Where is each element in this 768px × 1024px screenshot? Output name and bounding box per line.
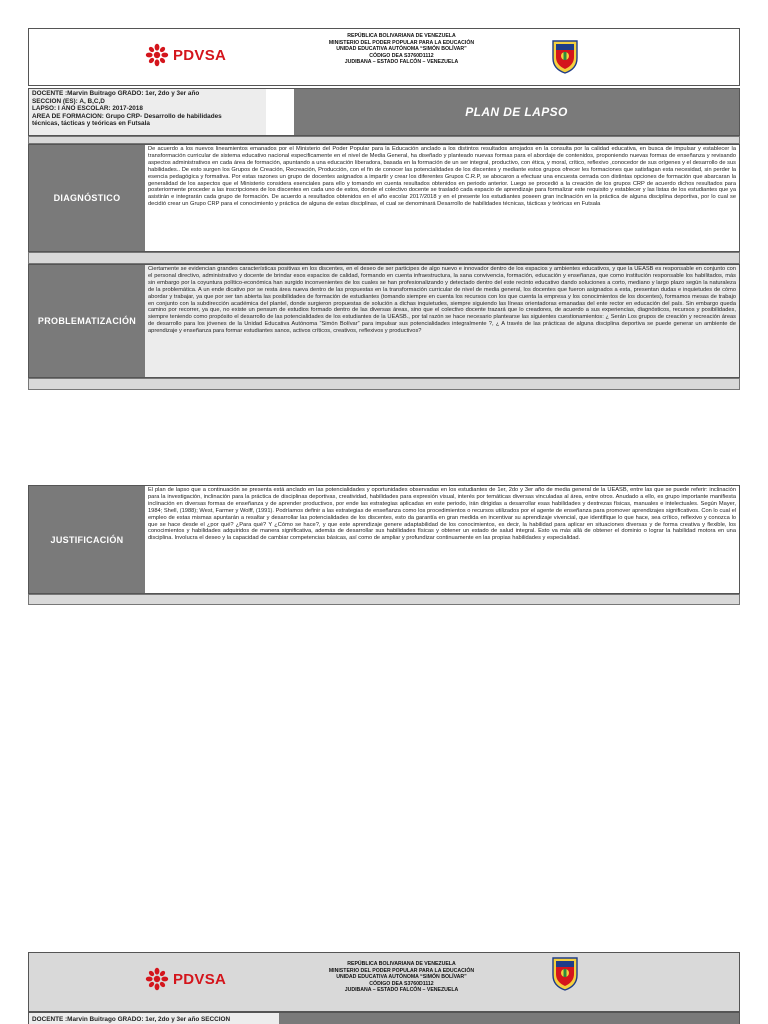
institution-line: UNIDAD EDUCATIVA AUTÓNOMA “SIMÓN BOLÍVAR” xyxy=(336,974,467,981)
separator-strip xyxy=(28,378,740,390)
diagnostico-label: DIAGNÓSTICO xyxy=(29,145,145,251)
separator-strip xyxy=(28,594,740,605)
teacher-info-line: DOCENTE :Marvin Buitrago GRADO: 1er, 2do y 3er año xyxy=(32,90,200,97)
institution-line: MINISTERIO DEL PODER POPULAR PARA LA EDUCACIÓN xyxy=(328,39,475,46)
school-crest-icon xyxy=(551,955,579,991)
problematizacion-label: PROBLEMATIZACIÓN xyxy=(29,265,145,377)
justificacion-section xyxy=(28,485,740,594)
problematizacion-text: Ciertamente se evidencian grandes características positivas en los discentes, en el deseo de ser participes de algo nuevo e innovador dentro de los espacios y ambientes educativos, y que la UEASB es responsable en conjunto con el personal directivo, administrativo y docente de brindar esos espacios de calidad, formando en cuenta infraestructura, la sana convivencia, formación, educación y enseñanza, que como institución responsable los habilitados, más sin embargo por la coyuntura político-económica han surgido inconvenientes de los cuales se han profesionalizando y detectado dentro del este recinto educativo dando soluciones a corto, mediano y largo plazo según la naturaleza de la problemática. A un ende dicativo por se resta área nueva dentro de las propuestas en la transformación curricular de nivel de media general, los docentes que fueron asignados a esta, presentan dudas e inquietudes de cómo abordar y trabajar, ya que por ser tan abierta las posibilidades de formación de estudiantes (tomando siempre en cuenta los recursos con los que cuenta la empresa y los conocimientos de los docentes), formamos mesas de trabajo en conjunto con la subdirección académica del plantel, donde surgieron propuestas de solución a dichas inquietudes, siempre siguiendo las líneas orientadoras emanadas del ente rector en educación del país. Sin embargo queda camino por recorrer, ya que, no existe un pensum de estudios formado dentro de las diversas áreas, sino que el colectivo docente trazará que lo creadores, de acuerdo a sus experiencias, diagnósticos, recursos y posibilidades, siempre teniendo como propósito el desarrollo de las potencialidades de los estudiantes de la UEASB., por tal razón se hace necesario plantearse las siguientes cuestionamientos: ¿ Serán Los grupos de creación y recreación áreas de desarrollo para los jóvenes de la Unidad Educativa Autónoma “Simón Bolívar” para impulsar sus potencialidades integralmente ?, ¿ A través de las prácticas de alguna disciplina deportiva se puede generar un ambiente de aprendizaje y enseñanza para formar estudiantes sanos, activos críticos, creativos, reflexivos y productivos? xyxy=(145,265,739,377)
pdvsa-sun-icon xyxy=(145,967,169,991)
next-page-info-row xyxy=(28,1012,740,1024)
diagnostico-section xyxy=(28,144,740,252)
institution-line: CÓDIGO DEA S3760D1112 xyxy=(369,980,434,987)
separator-strip xyxy=(28,136,740,144)
institution-line: JUDIBANA – ESTADO FALCÓN – VENEZUELA xyxy=(344,59,459,66)
header-box xyxy=(28,28,740,86)
school-crest-icon xyxy=(551,38,579,74)
institution-line: MINISTERIO DEL PODER POPULAR PARA LA EDUCACIÓN xyxy=(328,967,475,974)
next-page-header-box xyxy=(28,952,740,1012)
institution-heading xyxy=(279,961,524,994)
teacher-info-line: SECCION (ES): A, B,C,D xyxy=(32,97,105,105)
pdvsa-logo-text: PDVSA xyxy=(173,46,227,64)
teacher-info xyxy=(29,89,266,135)
next-page-title-cell xyxy=(279,1013,739,1024)
justificacion-label: JUSTIFICACIÓN xyxy=(29,486,145,593)
separator-strip xyxy=(28,252,740,264)
teacher-info-line: AREA DE FORMACION: Grupo CRP- Desarrollo de habilidades xyxy=(32,112,222,120)
info-spacer xyxy=(266,89,294,135)
institution-line: JUDIBANA – ESTADO FALCÓN – VENEZUELA xyxy=(344,987,459,994)
institution-line: REPÚBLICA BOLIVARIANA DE VENEZUELA xyxy=(347,33,456,39)
pdvsa-sun-icon xyxy=(145,43,169,67)
institution-line: REPÚBLICA BOLIVARIANA DE VENEZUELA xyxy=(347,961,456,967)
diagnostico-text: De acuerdo a los nuevos lineamientos emanados por el Ministerio del Poder Popular para la Educación anclado a los distintos resultados arrojados en la consulta por la calidad educativa, en busca de impulsar y establecer la transformación curricular de sistema educativo nacional especificamente en el nivel de Media General, ha diseñado y planteado nuevas formas para el abordaje de contenidos, proponiendo nuevas formas de enseñanza y revisando aspectos administrativos en cada área de formación, apuntando a una educación liberadora, basada en la formación de un ser integral, productivo, con ética, y moral, crítico, reflexivo ,conocedor de sus orígenes y el desarrollo de sus habilidades.. De esto surgen los Grupos de Creación, Recreación, Producción, con el fin de conocer las potencialidades de los discentes y mediante estos grupos ofrecer les formaciones que satisfagan esta necesidad, sin perder la esencia pedagógica y formativa. Por estas razones un grupo de docentes asignados a impartir y crear los diferentes Grupos C.R.P, se abocaron a efectuar una encuesta cerrada con distintas opciones de formación que abarcaran la generalidad de los aspectos que el Ministerio considera esenciales para ello y tomando en cuenta resultados obtenidos en periodo anterior. Luego se procedió a la creación de los grupos CRP de acuerdo dichos resultados para posteriormente proceder a las inscripciones de los discentes en cada uno de estos, donde el colectivo docente se trasladó cada espacio de aprendizaje para formalizar este requisito y establecer y las listas de los estudiantes que ya asistirán e integrarán cada grupo de formación. De acuerdo a resultados obtenidos en el año escolar 2017/2018 y en el presente los estudiantes poseen gran inclinación en la práctica de alguna disciplina deportiva, por lo cual se decidió crear un Grupo CRP para el conocimiento y práctica de alguna de estas disciplinas, el cual se denominará Desarrollo de habilidades técnicas, tácticas y teóricas en Futsala xyxy=(148,146,736,208)
pdvsa-logo-text: PDVSA xyxy=(173,970,227,988)
next-page-teacher-info: DOCENTE :Marvin Buitrago GRADO: 1er, 2do y 3er año SECCION xyxy=(29,1013,279,1024)
plan-title: PLAN DE LAPSO xyxy=(294,89,739,135)
plan-info-row xyxy=(28,88,740,136)
pdvsa-logo xyxy=(145,967,226,991)
justificacion-text: El plan de lapso que a continuación se presenta está anclado en las potencialidades y oportunidades observadas en los estudiantes de 1er, 2do y 3er año de media general de la UEASB, entre las que se puede referir: inclinación para la investigación, inclinación para la práctica de disciplinas deportivas, creatividad, habilidades para expresión visual, interés por temáticas diversas vinculadas al área, entre otros. Anudado a ello, es grupo importante manifiesta inclinación en diversas formas de enseñanza y de aprender productivos, por ende las estrategias aplicadas en este periodo, irán dirigidas a desarrollar esas habilidades y destrezas físicas, manuales e intelectuales. Según Mayer, 1984; Shell, (1988); West, Farmer y Wolff, (1991). Podríamos definir a las estrategias de enseñanza como los procedimientos o recursos utilizados por el agente de enseñanza para promover aprendizajes significativos. Con lo cual el empleo de estas mismas apuntarán a resaltar y desarrollar las potencialidades de los discentes, esto da garantía en gran medida en incentivar su aprendizaje vivencial, que identifique lo que hace, sea crítico, reflexivo y conozca lo que se hace desde el ¿por qué? ¿Para qué? Y ¿Cómo se hace?, y que este aprendizaje genere adaptabilidad de los conocimientos, es decir, la habilidad para aplicar en situaciones diversas y de forma creativa y flexible, los conocimientos y habilidades adquiridos de manera significativa, además de desarrollar sus habilidades físicas y obtener un estado de salud integral. Esto va más allá de obtener el dominio o lograr la habilidad motora en una disciplina. Involucra el deseo y la capacidad de cambiar competencias básicas, así como de ampliar y profundizar continuamente en las propias habilidades y especialidad. xyxy=(148,487,736,542)
institution-heading xyxy=(279,33,524,66)
teacher-info-line: LAPSO: I AÑO ESCOLAR: 2017-2018 xyxy=(32,105,143,113)
institution-line: UNIDAD EDUCATIVA AUTÓNOMA “SIMÓN BOLÍVAR” xyxy=(336,46,467,53)
institution-line: CÓDIGO DEA S3760D1112 xyxy=(369,52,434,59)
pdvsa-logo xyxy=(145,43,226,67)
problematizacion-section xyxy=(28,264,740,378)
teacher-info-line: técnicas, tácticas y teóricas en Futsala xyxy=(32,120,150,128)
